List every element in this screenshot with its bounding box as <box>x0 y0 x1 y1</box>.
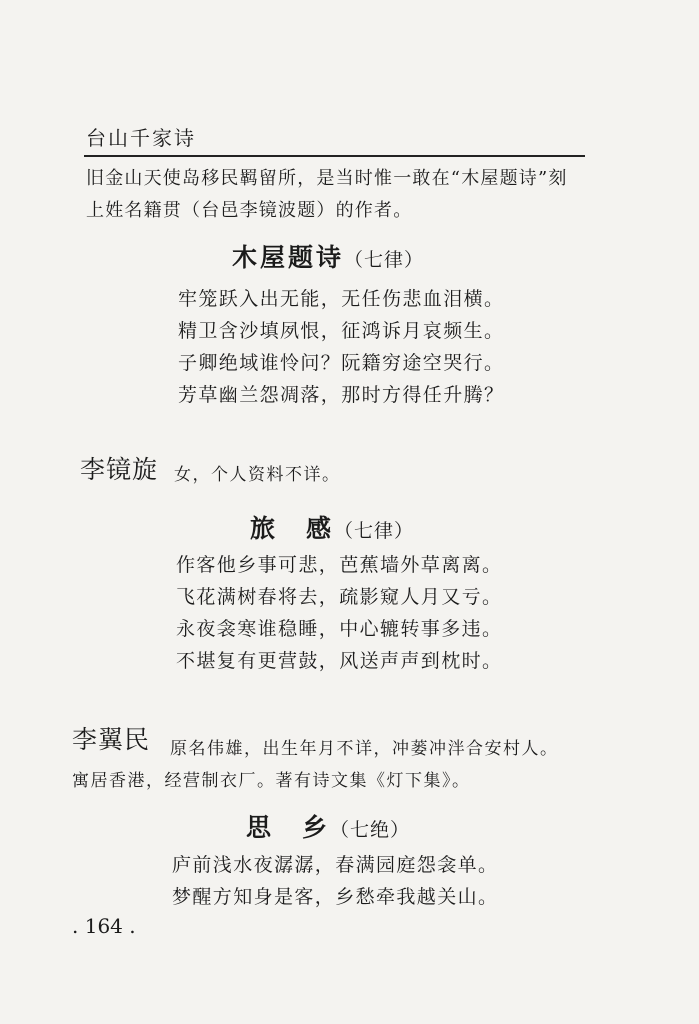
poem-line: 精卫含沙填夙恨，征鸿诉月哀频生。 <box>178 320 505 342</box>
poem-line: 庐前浅水夜潺潺，春满园庭怨衾单。 <box>172 854 499 876</box>
poem-line: 牢笼跃入出无能，无任伤悲血泪横。 <box>178 288 505 310</box>
author-name: 李翼民 <box>72 725 151 754</box>
poem-line: 芳草幽兰怨凋落，那时方得任升腾？ <box>178 384 505 406</box>
intro-line: 旧金山天使岛移民羁留所，是当时惟一敢在“木屋题诗”刻 <box>86 168 568 189</box>
poem-heading <box>250 509 414 545</box>
poem-line: 梦醒方知身是客，乡愁牵我越关山。 <box>172 886 499 908</box>
author-name: 李镜旋 <box>80 455 159 484</box>
poem-line: 不堪复有更营鼓，风送声声到枕时。 <box>176 650 503 672</box>
poem-line: 飞花满树春将去，疏影窥人月又亏。 <box>176 586 503 608</box>
poem-heading <box>246 808 410 844</box>
poem-line: 永夜衾寒谁稳睡，中心辘转事多违。 <box>176 618 503 640</box>
poem-form: （七绝） <box>330 819 411 841</box>
header-rule <box>84 155 585 157</box>
author-bio: 寓居香港，经营制衣厂。著有诗文集《灯下集》。 <box>72 771 471 791</box>
poem-title: 木屋题诗 <box>232 243 345 272</box>
poem-line: 子卿绝域谁怜问？阮籍穷途空哭行。 <box>178 352 505 374</box>
poem-heading <box>232 238 424 274</box>
author-bio: 原名伟雄，出生年月不详，冲蒌冲泮合安村人。 <box>170 739 559 759</box>
poem-title: 思 乡 <box>246 813 331 842</box>
running-header: 台山千家诗 <box>86 126 196 150</box>
poem-form: （七律） <box>334 520 415 542</box>
author-bio: 女，个人资料不详。 <box>174 465 341 485</box>
poem-line: 作客他乡事可悲，芭蕉墙外草离离。 <box>176 554 503 576</box>
page-number: . 164 . <box>72 914 136 938</box>
intro-line: 上姓名籍贯（台邑李镜波题）的作者。 <box>86 200 413 221</box>
poem-form: （七律） <box>344 249 425 271</box>
poem-title: 旅 感 <box>250 514 335 543</box>
